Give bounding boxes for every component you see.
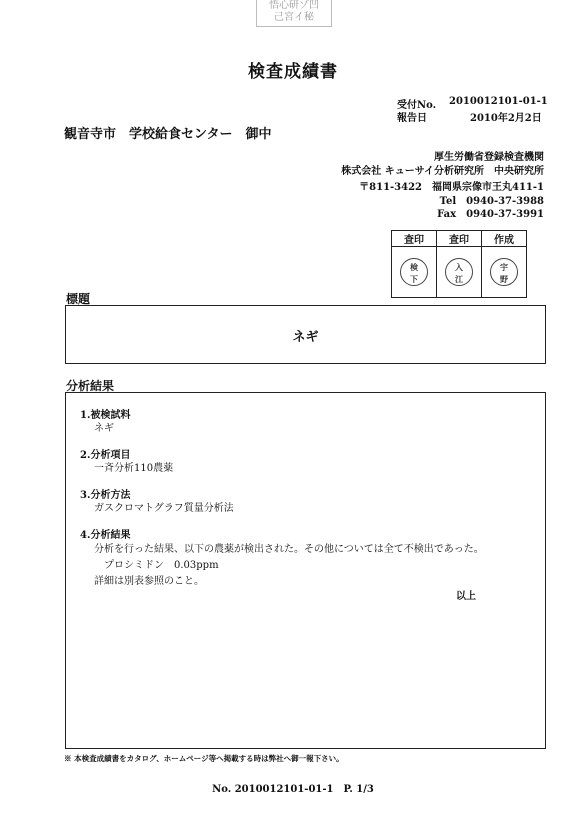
page-number: No. 2010012101-01-1 P. 1/3 bbox=[212, 784, 374, 795]
seal-stamp bbox=[400, 258, 428, 286]
issuer-registration: 厚生労働省登録検査機関 bbox=[434, 152, 544, 163]
seal-char: 下 bbox=[410, 274, 418, 284]
seal-char: 入 bbox=[455, 262, 463, 272]
reception-number: 2010012101-01-1 bbox=[449, 96, 548, 107]
item-body: 一斉分析110農薬 bbox=[94, 463, 174, 474]
top-seal-stamp bbox=[256, 0, 332, 27]
reception-label: 受付No. bbox=[397, 100, 437, 111]
item-title: 2.分析項目 bbox=[80, 450, 131, 461]
issuer-address: 〒811-3422 福岡県宗像市王丸411-1 bbox=[359, 182, 544, 193]
conclusion-title: 4.分析結果 bbox=[80, 530, 131, 541]
seal-char: 検 bbox=[410, 262, 418, 272]
item-title: 3.分析方法 bbox=[80, 490, 131, 501]
report-date-label: 報告日 bbox=[397, 113, 427, 124]
end-mark: 以上 bbox=[456, 591, 476, 602]
issuer-tel: Tel 0940-37-3988 bbox=[439, 196, 544, 207]
item-body: ガスクロマトグラフ質量分析法 bbox=[94, 503, 234, 514]
seal-stamp bbox=[445, 258, 473, 286]
stamp-header-created: 作成 bbox=[482, 231, 527, 247]
report-date: 2010年2月2日 bbox=[470, 113, 542, 124]
results-label: 分析結果 bbox=[66, 379, 115, 393]
see-attached-table: 詳細は別表参照のこと。 bbox=[94, 576, 204, 587]
approval-stamp-table bbox=[391, 230, 527, 298]
seal-char: 江 bbox=[455, 274, 463, 284]
item-body: ネギ bbox=[94, 423, 114, 434]
issuer-company: 株式会社 キューサイ分析研究所 中央研究所 bbox=[341, 166, 544, 177]
recipient: 観音寺市 学校給食センター 御中 bbox=[64, 127, 272, 142]
stamp-header-check-1: 査印 bbox=[392, 231, 437, 247]
detected-pesticide: プロシミドン 0.03ppm bbox=[104, 560, 219, 571]
subject-box bbox=[65, 305, 546, 364]
top-seal-line2: 己宮イ秘 bbox=[274, 12, 314, 23]
top-seal-line1: 悟心研ゾ凹 bbox=[269, 0, 319, 11]
subject-label: 標題 bbox=[66, 292, 91, 306]
seal-char: 野 bbox=[500, 274, 508, 284]
footnote: ※ 本検査成績書をカタログ、ホームページ等へ掲載する時は弊社へ御一報下さい。 bbox=[64, 754, 344, 763]
seal-char: 宇 bbox=[500, 262, 508, 272]
issuer-fax: Fax 0940-37-3991 bbox=[437, 209, 544, 220]
conclusion-sentence: 分析を行った結果、以下の農薬が検出された。その他については全て不検出であった。 bbox=[94, 544, 484, 555]
stamp-header-check-2: 査印 bbox=[437, 231, 482, 247]
subject-value: ネギ bbox=[292, 330, 319, 345]
seal-stamp bbox=[490, 258, 518, 286]
document-title: 検査成績書 bbox=[248, 62, 338, 82]
item-title: 1.被検試料 bbox=[80, 410, 131, 421]
